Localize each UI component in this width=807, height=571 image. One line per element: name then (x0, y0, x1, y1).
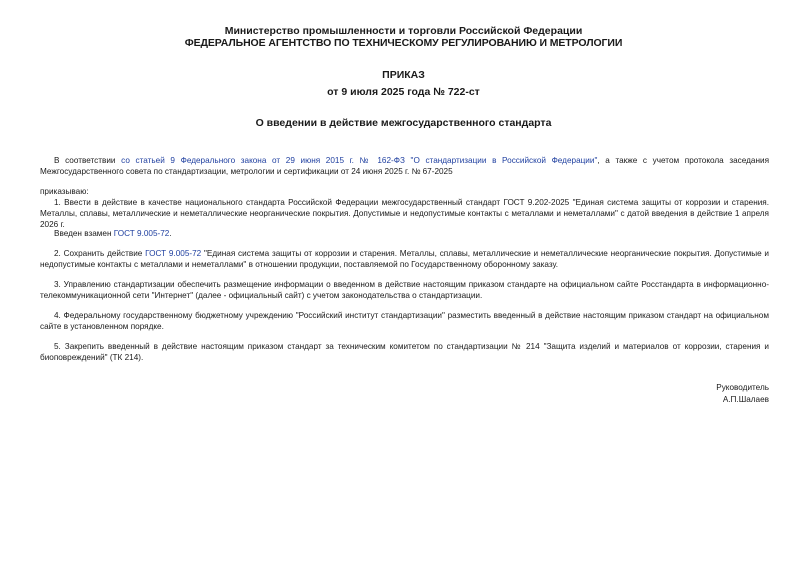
item-5-paragraph: 5. Закрепить введенный в действие настоящим приказом стандарт за техническим комитетом по стандартизации № 214 "Защита изделий и материалов от коррозии, старения и биоповреждений" (ТК 214). (40, 342, 769, 363)
agency-name: ФЕДЕРАЛЬНОЕ АГЕНТСТВО ПО ТЕХНИЧЕСКОМУ РЕГУЛИРОВАНИЮ И МЕТРОЛОГИИ (184, 37, 623, 49)
order-date-number: от 9 июля 2025 года № 722-ст (327, 86, 480, 98)
ministry-name: Министерство промышленности и торговли Российской Федерации (224, 25, 583, 37)
item-3-paragraph: 3. Управлению стандартизации обеспечить размещение информации о введенном в действие настоящим приказом стандарте на официальном сайте Росстандарта в информационно-телекоммуникационной сети "Интернет" (далее - официальный сайт) с учетом законодательства о стандартизации. (40, 280, 769, 301)
order-type: ПРИКАЗ (382, 69, 425, 81)
signatory-name: А.П.Шалаев (722, 394, 769, 404)
document-header (0, 25, 807, 49)
replaced-standard-link[interactable]: ГОСТ 9.005-72 (113, 229, 170, 238)
item-2-paragraph (40, 248, 769, 270)
replaced-text-before: Введен взамен (54, 229, 114, 238)
preamble-text-after: , а также с учетом протокола заседания Межгосударственного совета по стандартизации, метрологии и сертификации от 24 июня 2025 г. № 67-2025 (40, 156, 770, 177)
preamble-paragraph (40, 155, 769, 177)
signature-block (716, 382, 769, 405)
item-1-paragraph: 1. Ввести в действие в качестве национального стандарта Российской Федерации межгосударственный стандарт ГОСТ 9.202-2025 "Единая система защиты от коррозии и старения. Металлы, сплавы, металлические и неметаллические неорганические покрытия. Допустимые и недопустимые контакты с металлами и неметаллами" с датой введения в действие 1 апреля 2026 г. (40, 198, 769, 230)
replaced-text-after: . (169, 229, 172, 238)
item-2-text-before: 2. Сохранить действие (54, 249, 146, 258)
decree-word: приказываю: (40, 187, 89, 196)
preamble-text-before: В соответствии (54, 156, 122, 165)
signatory-title: Руководитель (716, 383, 769, 392)
item-2-standard-link[interactable]: ГОСТ 9.005-72 (145, 249, 202, 258)
item-4-paragraph: 4. Федеральному государственному бюджетному учреждению "Российский институт стандартизации" разместить введенный в действие настоящим приказом стандарт на официальном сайте в установленном порядке. (40, 311, 769, 332)
item-2-text-after: "Единая система защиты от коррозии и старения. Металлы, сплавы, металлические и неметаллические неорганические покрытия. Допустимые и недопустимые контакты с металлами и неметаллами" в отношении продукции, поставляемой по Государственному оборонному заказу. (40, 249, 769, 270)
order-subject: О введении в действие межгосударственного стандарта (255, 117, 552, 129)
replaced-standard-paragraph (40, 228, 769, 239)
law-reference-link[interactable]: со статьей 9 Федерального закона от 29 июня 2015 г. № 162-ФЗ "О стандартизации в Российской Федерации" (121, 156, 598, 165)
